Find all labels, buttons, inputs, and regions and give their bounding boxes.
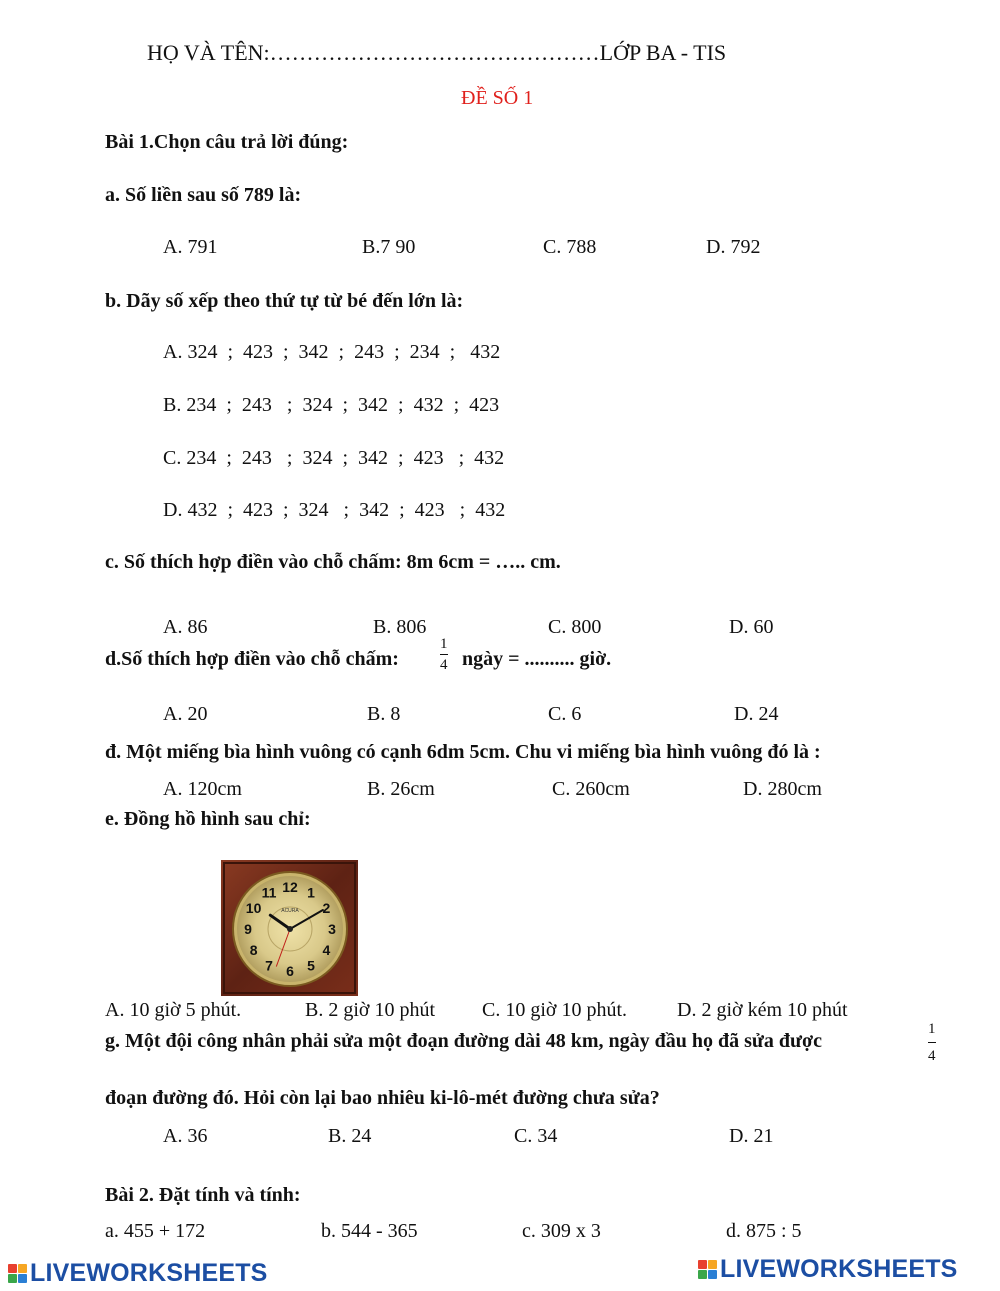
exam-title: ĐỀ SỐ 1 [461,87,534,109]
option-d-3[interactable]: C. 6 [548,703,582,725]
calc-item-b: b. 544 - 365 [321,1220,418,1242]
clock-number: 4 [322,942,331,958]
option-d-4[interactable]: D. 24 [734,703,779,725]
fraction-one-quarter-d [440,637,448,673]
liveworksheets-mark-icon [8,1264,27,1283]
option-a-1[interactable]: A. 791 [163,236,218,258]
fraction-one-quarter-g [928,1022,936,1064]
option-d-2[interactable]: B. 8 [367,703,401,725]
question-g-line2: đoạn đường đó. Hỏi còn lại bao nhiêu ki-lô-mét đường chưa sửa? [105,1087,660,1109]
option-c-1[interactable]: A. 86 [163,616,208,638]
clock-number: 8 [249,942,258,958]
clock-number: 9 [244,921,252,937]
option-dd-2[interactable]: B. 26cm [367,778,435,800]
clock-brand: ACURA [281,908,299,914]
question-d-suffix: ngày = .......... giờ. [457,648,612,670]
question-g-line1: g. Một đội công nhân phải sửa một đoạn đường dài 48 km, ngày đầu họ đã sửa được [105,1030,823,1052]
option-g-2[interactable]: B. 24 [328,1125,372,1147]
calc-item-a: a. 455 + 172 [105,1220,206,1242]
option-g-3[interactable]: C. 34 [514,1125,558,1147]
option-e-1[interactable]: A. 10 giờ 5 phút. [105,999,242,1021]
option-g-1[interactable]: A. 36 [163,1125,208,1147]
clock-image [221,860,358,996]
option-b-2[interactable]: B. 234 ; 243 ; 324 ; 342 ; 432 ; 423 [163,394,500,416]
question-a: a. Số liền sau số 789 là: [105,184,302,206]
fraction-numerator: 1 [928,1021,936,1037]
calc-item-d: d. 875 : 5 [726,1220,802,1242]
option-b-1[interactable]: A. 324 ; 423 ; 342 ; 243 ; 234 ; 432 [163,341,501,363]
clock-number: 12 [282,879,298,895]
option-dd-3[interactable]: C. 260cm [552,778,630,800]
option-a-2[interactable]: B.7 90 [362,236,416,258]
clock-number: 3 [328,921,336,937]
option-a-4[interactable]: D. 792 [706,236,761,258]
clock-number: 7 [265,957,273,974]
question-e: e. Đồng hồ hình sau chỉ: [105,808,311,830]
liveworksheets-logo-left [8,1258,268,1288]
fraction-bar [928,1042,936,1043]
option-e-4[interactable]: D. 2 giờ kém 10 phút [677,999,848,1021]
fraction-bar [440,654,448,655]
option-g-4[interactable]: D. 21 [729,1125,774,1147]
name-class-line: HỌ VÀ TÊN:………………………………………LỚP BA - TIS [147,40,727,65]
clock-number: 2 [322,900,331,916]
option-c-3[interactable]: C. 800 [548,616,602,638]
option-d-1[interactable]: A. 20 [163,703,208,725]
option-dd-4[interactable]: D. 280cm [743,778,822,800]
brand-text: LIVEWORKSHEETS [30,1258,268,1287]
fraction-denominator: 4 [928,1048,936,1064]
wall-clock-icon [221,860,358,996]
option-e-2[interactable]: B. 2 giờ 10 phút [305,999,436,1021]
option-c-4[interactable]: D. 60 [729,616,774,638]
fraction-denominator: 4 [440,657,448,673]
option-dd-1[interactable]: A. 120cm [163,778,242,800]
clock-center-pin [287,926,293,932]
fraction-numerator: 1 [440,636,448,652]
question-dd: đ. Một miếng bìa hình vuông có cạnh 6dm 5cm. Chu vi miếng bìa hình vuông đó là : [105,741,821,763]
question-c: c. Số thích hợp điền vào chỗ chấm: 8m 6cm = ….. cm. [105,551,561,573]
bai2-heading: Bài 2. Đặt tính và tính: [105,1184,301,1206]
calc-item-c: c. 309 x 3 [522,1220,601,1242]
brand-text: LIVEWORKSHEETS [720,1254,958,1283]
liveworksheets-mark-icon [698,1260,717,1279]
clock-number: 10 [245,900,262,916]
option-b-4[interactable]: D. 432 ; 423 ; 324 ; 342 ; 423 ; 432 [163,499,506,521]
option-e-3[interactable]: C. 10 giờ 10 phút. [482,999,628,1021]
question-b: b. Dãy số xếp theo thứ tự từ bé đến lớn là: [105,290,464,312]
clock-number: 11 [261,884,277,901]
bai1-heading: Bài 1.Chọn câu trả lời đúng: [105,131,349,153]
clock-number: 6 [286,963,294,979]
clock-number: 5 [307,957,315,974]
clock-number: 1 [307,884,315,901]
question-d-prefix: d.Số thích hợp điền vào chỗ chấm: [105,648,399,670]
option-c-2[interactable]: B. 806 [373,616,427,638]
option-b-3[interactable]: C. 234 ; 243 ; 324 ; 342 ; 423 ; 432 [163,447,505,469]
option-a-3[interactable]: C. 788 [543,236,597,258]
liveworksheets-logo-right [698,1254,958,1284]
